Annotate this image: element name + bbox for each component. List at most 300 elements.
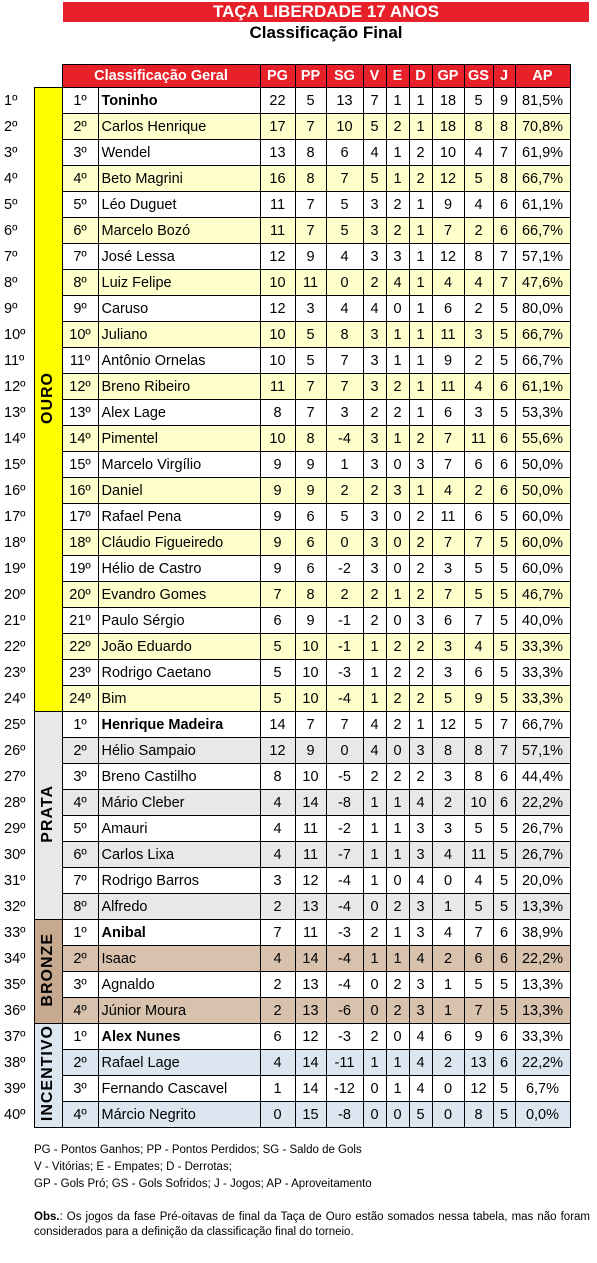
overall-position: 31º	[4, 872, 26, 889]
stat-v: 1	[363, 816, 386, 842]
stat-pp: 7	[295, 218, 326, 244]
stat-j: 5	[493, 894, 515, 920]
table-row	[0, 426, 570, 452]
stat-gp: 7	[432, 426, 464, 452]
stat-j: 6	[493, 946, 515, 972]
stat-j: 7	[493, 270, 515, 296]
stat-j: 6	[493, 920, 515, 946]
group-rank: 1º	[62, 88, 98, 114]
stat-gp: 2	[432, 946, 464, 972]
group-rank: 1º	[62, 1024, 98, 1050]
legend-line: GP - Gols Pró; GS - Gols Sofridos; J - Jogos; AP - Aproveitamento	[34, 1178, 372, 1190]
overall-position: 30º	[4, 846, 26, 863]
table-row	[0, 946, 570, 972]
stat-d: 2	[409, 556, 432, 582]
group-label-text: OURO	[39, 371, 56, 424]
table-row	[0, 1050, 570, 1076]
stat-pp: 10	[295, 634, 326, 660]
stat-pp: 10	[295, 686, 326, 712]
stat-v: 2	[363, 478, 386, 504]
stat-gp: 12	[432, 244, 464, 270]
group-rank: 4º	[62, 998, 98, 1024]
player-name: Cláudio Figueiredo	[98, 530, 260, 556]
group-rank: 1º	[62, 712, 98, 738]
stat-e: 2	[386, 712, 409, 738]
stat-gs: 10	[464, 790, 493, 816]
stat-sg: -4	[326, 686, 363, 712]
stat-pp: 9	[295, 738, 326, 764]
group-rank: 2º	[62, 114, 98, 140]
stat-j: 6	[493, 764, 515, 790]
stat-gp: 9	[432, 192, 464, 218]
stat-gp: 2	[432, 790, 464, 816]
stat-pg: 9	[260, 504, 295, 530]
stat-gp: 3	[432, 764, 464, 790]
stat-v: 3	[363, 504, 386, 530]
table-row	[0, 1076, 570, 1102]
stat-pg: 12	[260, 244, 295, 270]
player-name: Carlos Lixa	[98, 842, 260, 868]
stat-sg: 7	[326, 374, 363, 400]
stat-gs: 4	[464, 868, 493, 894]
group-rank: 17º	[62, 504, 98, 530]
col-header-sg: SG	[326, 65, 363, 88]
stat-e: 2	[386, 400, 409, 426]
stat-j: 6	[493, 374, 515, 400]
group-rank: 2º	[62, 1050, 98, 1076]
obs-text: : Os jogos da fase Pré-oitavas de final da Taça de Ouro estão somados nessa tabela, mas não foram considerados para a definição da classificação final do torneio.	[34, 1211, 590, 1238]
stat-d: 1	[409, 114, 432, 140]
table-row	[0, 816, 570, 842]
table-row	[0, 374, 570, 400]
stat-gp: 1	[432, 972, 464, 998]
overall-position: 3º	[4, 144, 18, 161]
stat-pg: 13	[260, 140, 295, 166]
stat-gp: 1	[432, 894, 464, 920]
group-rank: 5º	[62, 192, 98, 218]
player-name: Rafael Lage	[98, 1050, 260, 1076]
stat-sg: -4	[326, 972, 363, 998]
stat-pg: 3	[260, 868, 295, 894]
player-name: Antônio Ornelas	[98, 348, 260, 374]
stat-v: 5	[363, 114, 386, 140]
stat-pg: 11	[260, 374, 295, 400]
table-row	[0, 686, 570, 712]
player-name: Daniel	[98, 478, 260, 504]
stat-j: 7	[493, 712, 515, 738]
stat-d: 3	[409, 608, 432, 634]
stat-v: 5	[363, 166, 386, 192]
stat-d: 2	[409, 504, 432, 530]
group-rank: 7º	[62, 868, 98, 894]
stat-pg: 8	[260, 764, 295, 790]
overall-position: 1º	[4, 92, 18, 109]
stat-gs: 3	[464, 322, 493, 348]
group-rank: 23º	[62, 660, 98, 686]
stat-pp: 12	[295, 868, 326, 894]
stat-pg: 4	[260, 842, 295, 868]
player-name: Rafael Pena	[98, 504, 260, 530]
stat-pg: 2	[260, 998, 295, 1024]
col-header-v: V	[363, 65, 386, 88]
stat-d: 4	[409, 1050, 432, 1076]
stat-pp: 10	[295, 764, 326, 790]
stat-j: 5	[493, 556, 515, 582]
stat-v: 3	[363, 218, 386, 244]
stat-ap: 13,3%	[515, 972, 570, 998]
stat-gp: 4	[432, 270, 464, 296]
table-row	[0, 452, 570, 478]
stat-gp: 1	[432, 998, 464, 1024]
stat-sg: -2	[326, 816, 363, 842]
table-row	[0, 504, 570, 530]
stat-gs: 6	[464, 504, 493, 530]
stat-v: 1	[363, 946, 386, 972]
player-name: Hélio Sampaio	[98, 738, 260, 764]
table-row	[0, 660, 570, 686]
stat-pp: 13	[295, 894, 326, 920]
stat-d: 4	[409, 1076, 432, 1102]
stat-j: 5	[493, 530, 515, 556]
table-row	[0, 322, 570, 348]
stat-e: 1	[386, 140, 409, 166]
stat-gp: 8	[432, 738, 464, 764]
stat-j: 5	[493, 998, 515, 1024]
stat-v: 7	[363, 88, 386, 114]
stat-e: 0	[386, 530, 409, 556]
stat-v: 0	[363, 998, 386, 1024]
stat-ap: 47,6%	[515, 270, 570, 296]
stat-v: 1	[363, 686, 386, 712]
stat-pp: 13	[295, 998, 326, 1024]
table-row	[0, 582, 570, 608]
col-header-gp: GP	[432, 65, 464, 88]
stat-pg: 1	[260, 1076, 295, 1102]
group-rank: 9º	[62, 296, 98, 322]
stat-v: 4	[363, 738, 386, 764]
stat-d: 1	[409, 348, 432, 374]
stat-gs: 13	[464, 1050, 493, 1076]
stat-d: 2	[409, 140, 432, 166]
stat-e: 3	[386, 244, 409, 270]
stat-e: 2	[386, 894, 409, 920]
col-header-d: D	[409, 65, 432, 88]
stat-sg: 2	[326, 582, 363, 608]
overall-position: 11º	[4, 352, 25, 369]
legend-line: V - Vitórias; E - Empates; D - Derrotas;	[34, 1161, 232, 1173]
group-rank: 13º	[62, 400, 98, 426]
table-row	[0, 790, 570, 816]
stat-e: 1	[386, 322, 409, 348]
stat-v: 3	[363, 192, 386, 218]
stat-pp: 9	[295, 244, 326, 270]
stat-e: 1	[386, 582, 409, 608]
stat-sg: -6	[326, 998, 363, 1024]
stat-sg: 2	[326, 478, 363, 504]
table-header-row	[0, 65, 570, 88]
table-row	[0, 608, 570, 634]
stat-sg: -3	[326, 660, 363, 686]
stat-ap: 81,5%	[515, 88, 570, 114]
group-rank: 14º	[62, 426, 98, 452]
stat-pp: 10	[295, 660, 326, 686]
stat-gp: 11	[432, 504, 464, 530]
stat-d: 1	[409, 270, 432, 296]
table-row	[0, 920, 570, 946]
stat-pp: 8	[295, 140, 326, 166]
stat-ap: 53,3%	[515, 400, 570, 426]
group-rank: 4º	[62, 790, 98, 816]
player-name: Fernando Cascavel	[98, 1076, 260, 1102]
group-rank: 21º	[62, 608, 98, 634]
player-name: Toninho	[98, 88, 260, 114]
stat-v: 2	[363, 608, 386, 634]
stat-e: 2	[386, 192, 409, 218]
stat-pg: 9	[260, 556, 295, 582]
overall-position: 15º	[4, 456, 26, 473]
stat-gp: 4	[432, 920, 464, 946]
stat-e: 1	[386, 348, 409, 374]
stat-j: 6	[493, 790, 515, 816]
stat-d: 4	[409, 790, 432, 816]
stat-gs: 4	[464, 270, 493, 296]
stat-sg: -2	[326, 556, 363, 582]
stat-ap: 50,0%	[515, 478, 570, 504]
stat-j: 5	[493, 348, 515, 374]
stat-sg: 6	[326, 140, 363, 166]
stat-sg: 1	[326, 452, 363, 478]
overall-position: 28º	[4, 794, 26, 811]
stat-j: 9	[493, 88, 515, 114]
stat-d: 2	[409, 530, 432, 556]
stat-sg: 7	[326, 712, 363, 738]
stat-pp: 15	[295, 1102, 326, 1128]
stat-d: 1	[409, 400, 432, 426]
table-row	[0, 478, 570, 504]
stat-v: 3	[363, 374, 386, 400]
overall-position: 14º	[4, 430, 26, 447]
stat-pg: 2	[260, 894, 295, 920]
overall-position: 19º	[4, 560, 26, 577]
stat-pg: 14	[260, 712, 295, 738]
stat-ap: 66,7%	[515, 322, 570, 348]
stat-ap: 33,3%	[515, 660, 570, 686]
stat-pp: 11	[295, 270, 326, 296]
stat-d: 2	[409, 764, 432, 790]
group-rank: 18º	[62, 530, 98, 556]
player-name: Márcio Negrito	[98, 1102, 260, 1128]
stat-v: 1	[363, 868, 386, 894]
stat-ap: 40,0%	[515, 608, 570, 634]
overall-position: 25º	[4, 716, 26, 733]
stat-sg: -8	[326, 1102, 363, 1128]
stat-pg: 10	[260, 348, 295, 374]
stat-v: 4	[363, 712, 386, 738]
stat-sg: -3	[326, 1024, 363, 1050]
overall-position: 13º	[4, 404, 26, 421]
page-title: TAÇA LIBERDADE 17 ANOS	[63, 2, 589, 22]
stat-j: 5	[493, 816, 515, 842]
overall-position: 32º	[4, 898, 26, 915]
stat-pg: 6	[260, 608, 295, 634]
overall-position: 29º	[4, 820, 26, 837]
stat-e: 0	[386, 556, 409, 582]
stat-pg: 10	[260, 270, 295, 296]
stat-pp: 6	[295, 504, 326, 530]
stat-pg: 12	[260, 738, 295, 764]
stat-gs: 11	[464, 842, 493, 868]
stat-e: 0	[386, 1024, 409, 1050]
stat-gs: 3	[464, 400, 493, 426]
overall-position: 36º	[4, 1002, 26, 1019]
stat-j: 6	[493, 1024, 515, 1050]
stat-j: 6	[493, 192, 515, 218]
stat-gs: 8	[464, 114, 493, 140]
stat-j: 6	[493, 218, 515, 244]
stat-pp: 5	[295, 88, 326, 114]
stat-pp: 14	[295, 946, 326, 972]
stat-d: 1	[409, 296, 432, 322]
stat-j: 6	[493, 452, 515, 478]
stat-ap: 61,1%	[515, 192, 570, 218]
stat-e: 0	[386, 504, 409, 530]
stat-gs: 4	[464, 140, 493, 166]
stat-pg: 4	[260, 1050, 295, 1076]
stat-pg: 4	[260, 816, 295, 842]
stat-v: 3	[363, 530, 386, 556]
stat-pp: 14	[295, 1076, 326, 1102]
stat-v: 0	[363, 972, 386, 998]
stat-j: 7	[493, 140, 515, 166]
stat-ap: 33,3%	[515, 686, 570, 712]
overall-position: 12º	[4, 378, 26, 395]
group-rank: 8º	[62, 894, 98, 920]
player-name: Júnior Moura	[98, 998, 260, 1024]
stat-pg: 9	[260, 478, 295, 504]
stat-e: 2	[386, 634, 409, 660]
player-name: Hélio de Castro	[98, 556, 260, 582]
page-subtitle: Classificação Final	[249, 23, 403, 42]
stat-j: 5	[493, 504, 515, 530]
stat-pp: 7	[295, 192, 326, 218]
stat-j: 5	[493, 634, 515, 660]
group-rank: 4º	[62, 1102, 98, 1128]
stat-gs: 5	[464, 816, 493, 842]
stat-e: 2	[386, 374, 409, 400]
group-label-bronze	[34, 920, 62, 1024]
stat-ap: 38,9%	[515, 920, 570, 946]
stat-e: 1	[386, 816, 409, 842]
stat-ap: 66,7%	[515, 712, 570, 738]
stat-j: 5	[493, 868, 515, 894]
stat-pp: 13	[295, 972, 326, 998]
stat-d: 2	[409, 634, 432, 660]
stat-gs: 7	[464, 530, 493, 556]
stat-v: 2	[363, 920, 386, 946]
stat-sg: 4	[326, 244, 363, 270]
stat-pp: 8	[295, 582, 326, 608]
stat-pg: 7	[260, 582, 295, 608]
table-row	[0, 114, 570, 140]
stat-gp: 4	[432, 842, 464, 868]
stat-gs: 2	[464, 296, 493, 322]
player-name: Luiz Felipe	[98, 270, 260, 296]
player-name: Mário Cleber	[98, 790, 260, 816]
stat-sg: 7	[326, 348, 363, 374]
stat-j: 6	[493, 1050, 515, 1076]
stat-v: 2	[363, 400, 386, 426]
group-label-prata	[34, 712, 62, 920]
table-row	[0, 296, 570, 322]
stat-ap: 66,7%	[515, 348, 570, 374]
stat-d: 4	[409, 1024, 432, 1050]
stat-sg: -8	[326, 790, 363, 816]
stat-ap: 80,0%	[515, 296, 570, 322]
player-name: Evandro Gomes	[98, 582, 260, 608]
stat-pg: 6	[260, 1024, 295, 1050]
stat-ap: 66,7%	[515, 218, 570, 244]
player-name: Paulo Sérgio	[98, 608, 260, 634]
stat-gs: 5	[464, 166, 493, 192]
player-name: Alex Lage	[98, 400, 260, 426]
stat-sg: 0	[326, 530, 363, 556]
stat-ap: 22,2%	[515, 946, 570, 972]
stat-e: 1	[386, 88, 409, 114]
stat-d: 3	[409, 920, 432, 946]
stat-sg: -5	[326, 764, 363, 790]
stat-gs: 5	[464, 712, 493, 738]
group-rank: 3º	[62, 140, 98, 166]
stat-sg: 3	[326, 400, 363, 426]
stat-gp: 2	[432, 1050, 464, 1076]
stat-gs: 4	[464, 634, 493, 660]
overall-position: 2º	[4, 118, 18, 135]
stat-d: 2	[409, 166, 432, 192]
stat-gp: 6	[432, 400, 464, 426]
stat-ap: 66,7%	[515, 166, 570, 192]
group-rank: 6º	[62, 842, 98, 868]
stat-e: 2	[386, 764, 409, 790]
legend	[34, 1142, 590, 1193]
player-name: Agnaldo	[98, 972, 260, 998]
stat-gs: 7	[464, 608, 493, 634]
stat-v: 1	[363, 660, 386, 686]
col-header-e: E	[386, 65, 409, 88]
stat-gs: 5	[464, 88, 493, 114]
stat-d: 1	[409, 88, 432, 114]
stat-gp: 0	[432, 868, 464, 894]
stat-d: 4	[409, 868, 432, 894]
stat-pg: 4	[260, 946, 295, 972]
col-header-j: J	[493, 65, 515, 88]
group-rank: 24º	[62, 686, 98, 712]
stat-ap: 46,7%	[515, 582, 570, 608]
stat-sg: -4	[326, 868, 363, 894]
player-name: Beto Magrini	[98, 166, 260, 192]
stat-sg: 4	[326, 296, 363, 322]
stat-pg: 0	[260, 1102, 295, 1128]
stat-pp: 5	[295, 322, 326, 348]
stat-pp: 3	[295, 296, 326, 322]
stat-d: 1	[409, 218, 432, 244]
group-rank: 3º	[62, 764, 98, 790]
stat-gp: 12	[432, 166, 464, 192]
legend-line: PG - Pontos Ganhos; PP - Pontos Perdidos; SG - Saldo de Gols	[34, 1144, 362, 1156]
group-label-text: BRONZE	[39, 932, 56, 1007]
stat-gp: 3	[432, 634, 464, 660]
table-row	[0, 140, 570, 166]
stat-pp: 6	[295, 530, 326, 556]
